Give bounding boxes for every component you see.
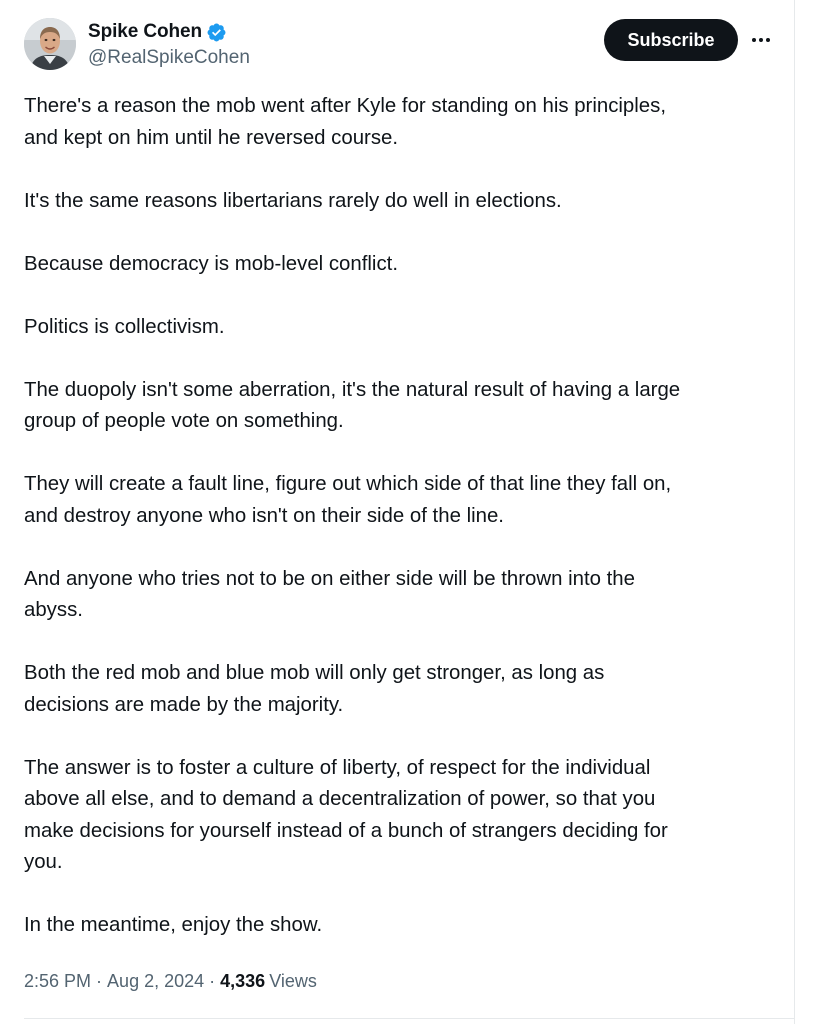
tweet-paragraph: There's a reason the mob went after Kyle for standing on his principles, and kept on him until he reversed course. [24,95,667,149]
column-border [794,0,795,1024]
name-row [88,20,250,44]
more-options-icon[interactable] [748,27,774,53]
tweet-meta [24,971,317,992]
author-display-name[interactable]: Spike Cohen [88,21,202,42]
author-info [88,20,250,69]
tweet-text [24,91,789,973]
meta-separator: · [209,971,216,991]
tweet-time[interactable]: 2:56 PM [24,971,92,991]
divider [24,1018,794,1019]
tweet-paragraph: In the meantime, enjoy the show. [24,914,323,936]
tweet-paragraph: And anyone who tries not to be on either side will be thrown into the abyss. [24,567,635,621]
user-avatar-photo [24,18,76,70]
tweet-header [24,18,794,74]
avatar[interactable] [24,18,76,70]
views-count: 4,336 [220,971,266,991]
tweet-paragraph: The answer is to foster a culture of liberty, of respect for the individual above all else, and to demand a decentralization of power, so that you make decisions for yourself instead of a bunch of strangers deciding for you. [24,756,668,873]
tweet-paragraph: Both the red mob and blue mob will only get stronger, as long as decisions are made by the majority. [24,662,605,716]
tweet-paragraph: Politics is collectivism. [24,315,225,338]
meta-separator: · [96,971,103,991]
subscribe-button[interactable]: Subscribe [604,19,738,61]
views-label: Views [269,971,317,991]
author-handle[interactable]: @RealSpikeCohen [88,47,250,68]
tweet-paragraph: The duopoly isn't some aberration, it's the natural result of having a large group of people vote on something. [24,378,681,432]
tweet-paragraph: It's the same reasons libertarians rarely do well in elections. [24,189,562,212]
tweet-paragraph: Because democracy is mob-level conflict. [24,252,398,275]
tweet-paragraph: They will create a fault line, figure out which side of that line they fall on, and destroy anyone who isn't on their side of the line. [24,473,672,527]
tweet-date[interactable]: Aug 2, 2024 [107,971,205,991]
tweet [24,0,794,1024]
verified-badge-icon[interactable] [206,22,227,43]
